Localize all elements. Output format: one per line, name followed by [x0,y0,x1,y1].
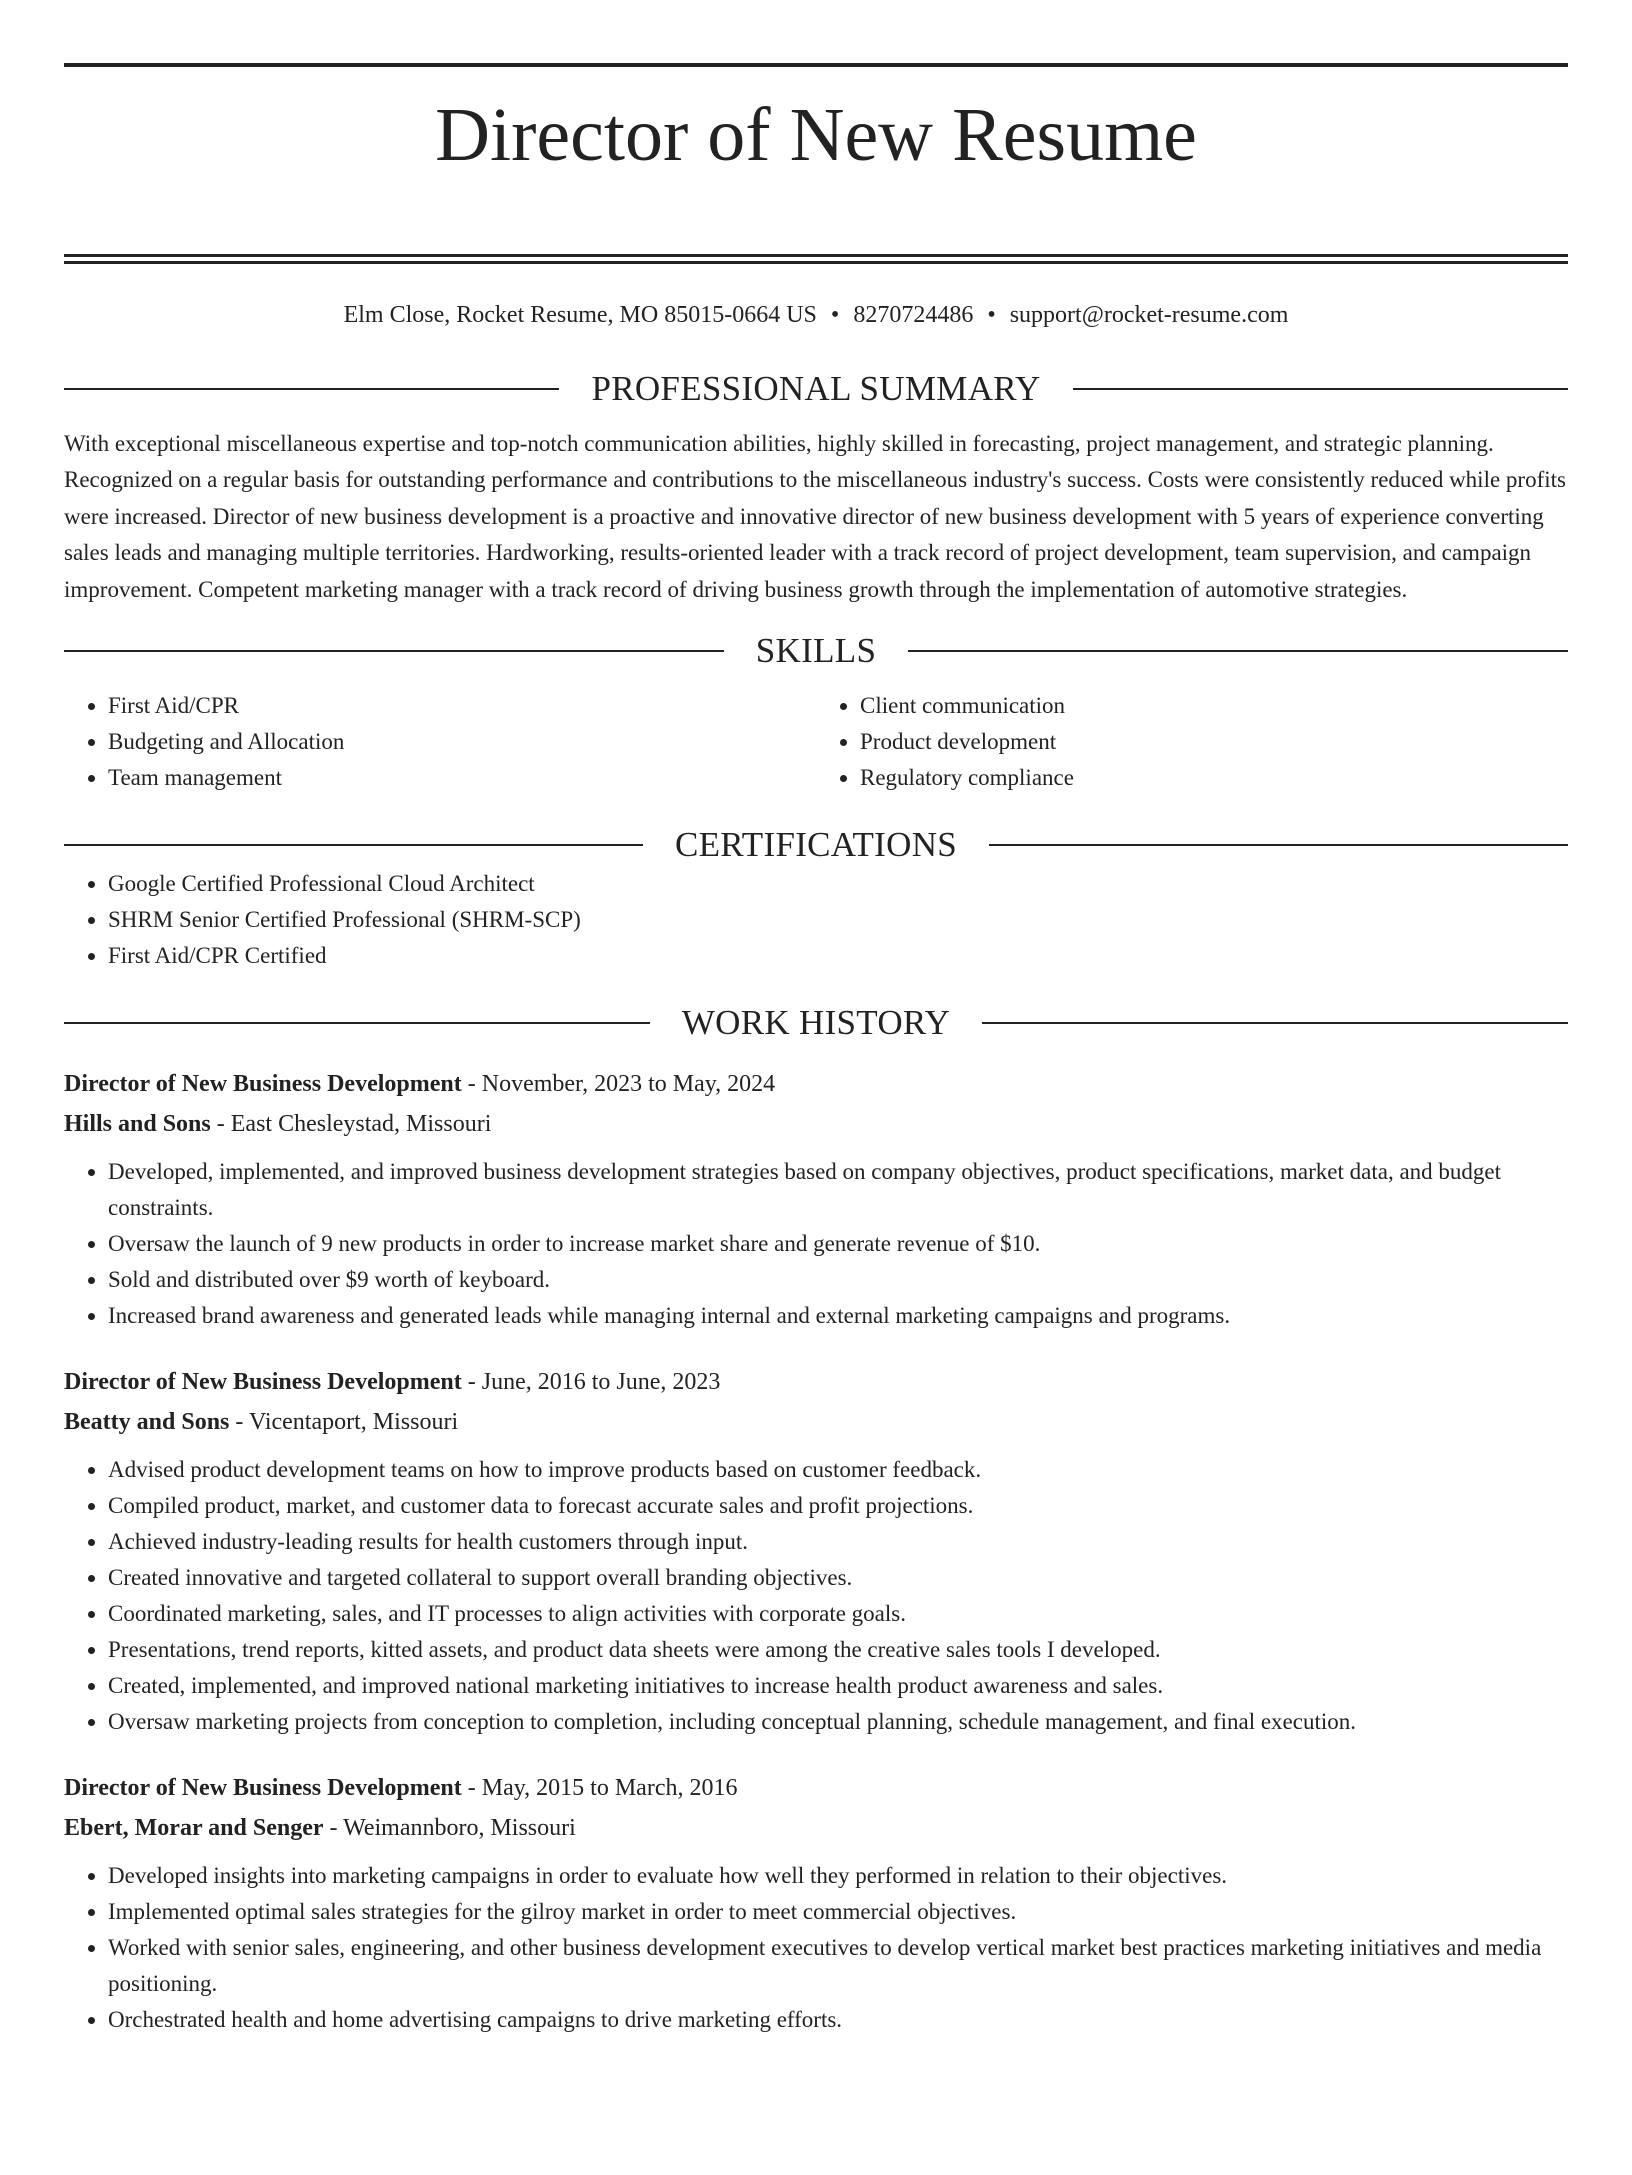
job-role: Director of New Business Development [64,1070,462,1097]
skill-item: • Team management [108,760,816,796]
job-company: Hills and Sons [64,1110,211,1137]
job-duty: • Created, implemented, and improved national marketing initiatives to increase health product awareness and sales. [108,1668,1568,1704]
job-location: Weimannboro, Missouri [343,1814,576,1841]
skill-item: • Regulatory compliance [860,760,1568,796]
job-company-line [64,1808,1568,1848]
resume-page [0,63,1632,2175]
job-duty: • Compiled product, market, and customer data to forecast accurate sales and profit projections. [108,1488,1568,1524]
section-title: CERTIFICATIONS [674,824,958,864]
section-title: SKILLS [755,630,877,670]
skill-item: • Product development [860,724,1568,760]
contact-separator: • [987,301,996,328]
section-heading-summary [64,368,1568,410]
job-duty: • Developed insights into marketing campaigns in order to evaluate how well they performed in relation to their objectives. [108,1858,1568,1894]
certification-item: • SHRM Senior Certified Professional (SHRM-SCP) [108,902,1568,938]
job-dash: - [323,1814,344,1841]
header-double-rule [64,254,1568,264]
job-duty: • Coordinated marketing, sales, and IT processes to align activities with corporate goals. [108,1596,1568,1632]
job-role: Director of New Business Development [64,1368,462,1395]
contact-address: Elm Close, Rocket Resume, MO 85015-0664 US [343,301,817,328]
certification-item: • Google Certified Professional Cloud Architect [108,866,1568,902]
job-duties-list [64,1858,1568,2038]
job-duty: • Presentations, trend reports, kitted assets, and product data sheets were among the creative sales tools I developed. [108,1632,1568,1668]
job-duty: • Advised product development teams on how to improve products based on customer feedback. [108,1452,1568,1488]
divider-line [64,650,724,652]
job-duties-list [64,1154,1568,1334]
job-location: Vicentaport, Missouri [248,1408,459,1435]
skills-column-left [64,688,816,796]
job-title-line [64,1064,1568,1104]
section-title: PROFESSIONAL SUMMARY [591,368,1041,408]
job-dash: - [461,1070,482,1097]
section-heading-work-history [64,1002,1568,1044]
job-role: Director of New Business Development [64,1774,462,1801]
certifications-list [64,866,1568,974]
job-location: East Chesleystad, Missouri [230,1110,492,1137]
contact-phone: 8270724486 [853,301,974,328]
skill-item: • Client communication [860,688,1568,724]
job-duty: • Worked with senior sales, engineering, and other business development executives to develop vertical market best practices marketing initiatives and media positioning. [108,1930,1568,2002]
job-dates: June, 2016 to June, 2023 [481,1368,721,1395]
contact-line [64,300,1568,330]
job-duty: • Implemented optimal sales strategies for the gilroy market in order to meet commercial objectives. [108,1894,1568,1930]
divider-line [64,1022,650,1024]
resume-name: Director of New Resume [435,93,1197,177]
job-dates: May, 2015 to March, 2016 [481,1774,738,1801]
job-duty: • Created innovative and targeted collateral to support overall branding objectives. [108,1560,1568,1596]
job-company: Ebert, Morar and Senger [64,1814,324,1841]
job-duty: • Oversaw the launch of 9 new products in order to increase market share and generate revenue of $10. [108,1226,1568,1262]
job-entry [64,1768,1568,2038]
job-title-line [64,1362,1568,1402]
skills-column-right [816,688,1568,796]
section-heading-certifications [64,824,1568,866]
job-dash: - [229,1408,249,1435]
contact-separator: • [830,301,840,328]
divider-line [1073,388,1568,390]
job-company-line [64,1104,1568,1144]
job-duty: • Oversaw marketing projects from conception to completion, including conceptual planning, schedule management, and final execution. [108,1704,1568,1740]
section-title: WORK HISTORY [681,1002,951,1042]
skills-list [64,688,1568,796]
job-company: Beatty and Sons [64,1408,230,1435]
divider-line [989,844,1568,846]
job-dash: - [461,1368,482,1395]
job-duties-list [64,1452,1568,1740]
section-heading-skills [64,630,1568,672]
job-company-line [64,1402,1568,1442]
job-duty: • Orchestrated health and home advertising campaigns to drive marketing efforts. [108,2002,1568,2038]
divider-line [64,844,643,846]
job-dates: November, 2023 to May, 2024 [481,1070,776,1097]
job-duty: • Developed, implemented, and improved business development strategies based on company objectives, product specifications, market data, and budget constraints. [108,1154,1568,1226]
job-entry [64,1362,1568,1740]
divider-line [982,1022,1568,1024]
job-duty: • Increased brand awareness and generated leads while managing internal and external marketing campaigns and programs. [108,1298,1568,1334]
divider-line [908,650,1568,652]
summary-text: With exceptional miscellaneous expertise and top-notch communication abilities, highly skilled in forecasting, project management, and strategic planning. Recognized on a regular basis for outstanding performance and contributions to the miscellaneous industry's success. Costs were consistently reduced while profits were increased. Director of new business development is a proactive and innovative director of new business development with 5 years of experience converting sales leads and managing multiple territories. Hardworking, results-oriented leader with a track record of project development, team supervision, and campaign improvement. Competent marketing manager with a track record of driving business growth through the implementation of automotive strategies. [64,430,1566,602]
skill-item: • Budgeting and Allocation [108,724,816,760]
job-duty: • Achieved industry-leading results for health customers through input. [108,1524,1568,1560]
certification-item: • First Aid/CPR Certified [108,938,1568,974]
contact-email: support@rocket-resume.com [1009,301,1289,328]
job-entry [64,1064,1568,1334]
job-title-line [64,1768,1568,1808]
skill-item: • First Aid/CPR [108,688,816,724]
job-dash: - [461,1774,482,1801]
divider-line [64,388,559,390]
job-dash: - [210,1110,231,1137]
job-duty: • Sold and distributed over $9 worth of keyboard. [108,1262,1568,1298]
